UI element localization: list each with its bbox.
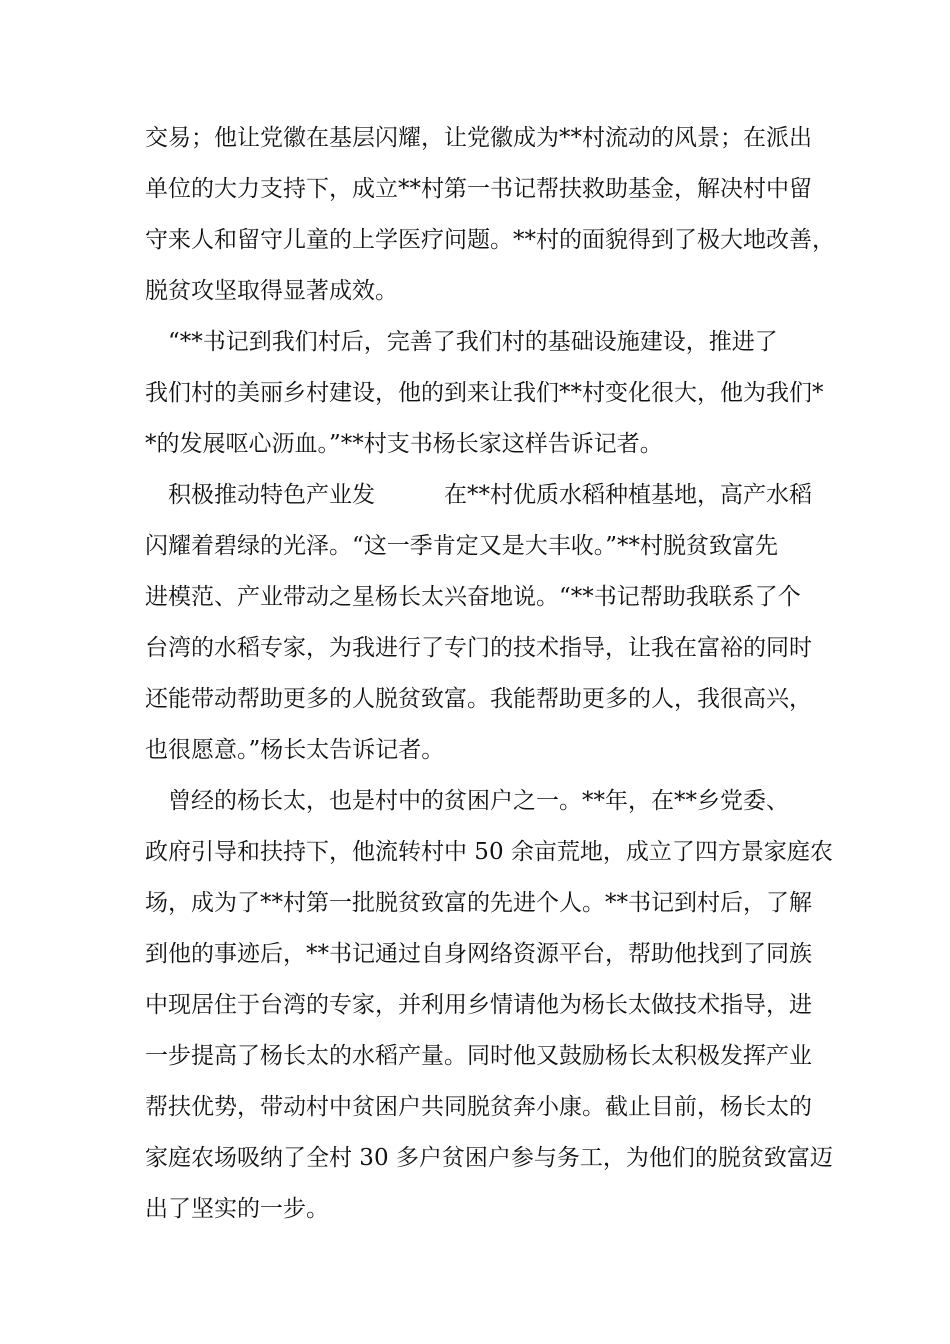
- text-line: 守来人和留守儿童的上学医疗问题。**村的面貌得到了极大地改善，: [145, 227, 835, 253]
- text-line: 台湾的水稻专家，为我进行了专门的技术指导，让我在富裕的同时: [145, 635, 812, 661]
- text-line: 中现居住于台湾的专家，并利用乡情请他为杨长太做技术指导，进: [145, 992, 812, 1018]
- text-line: 闪耀着碧绿的光泽。“这一季肯定又是大丰收。”**村脱贫致富先: [145, 533, 779, 559]
- text-line: 单位的大力支持下，成立**村第一书记帮扶救助基金，解决村中留: [145, 176, 812, 202]
- text-line: 曾经的杨长太，也是村中的贫困户之一。**年，在**乡党委、: [145, 788, 789, 814]
- text-line: 脱贫攻坚取得显著成效。: [145, 278, 398, 304]
- text-line: 一步提高了杨长太的水稻产量。同时他又鼓励杨长太积极发挥产业: [145, 1043, 812, 1069]
- text-line: “**书记到我们村后，完善了我们村的基础设施建设，推进了: [145, 329, 778, 355]
- text-line: 到他的事迹后，**书记通过自身网络资源平台，帮助他找到了同族: [145, 941, 812, 967]
- text-line: 帮扶优势，带动村中贫困户共同脱贫奔小康。截止目前，杨长太的: [145, 1094, 812, 1120]
- text-line: 场，成为了**村第一批脱贫致富的先进个人。**书记到村后，了解: [145, 890, 812, 916]
- text-line: 交易；他让党徽在基层闪耀，让党徽成为**村流动的风景；在派出: [145, 125, 812, 151]
- text-line: 家庭农场吸纳了全村 30 多户贫困户参与务工，为他们的脱贫致富迈: [145, 1145, 833, 1171]
- text-line: 出了坚实的一步。: [145, 1196, 329, 1222]
- text-line: 我们村的美丽乡村建设，他的到来让我们**村变化很大，他为我们*: [145, 380, 824, 406]
- text-line: 积极推动特色产业发 在**村优质水稻种植基地，高产水稻: [145, 482, 812, 508]
- text-line: 进模范、产业带动之星杨长太兴奋地说。“**书记帮助我联系了个: [145, 584, 801, 610]
- text-line: 也很愿意。”杨长太告诉记者。: [145, 737, 445, 763]
- text-line: 政府引导和扶持下，他流转村中 50 余亩荒地，成立了四方景家庭农: [145, 839, 833, 865]
- text-line: *的发展呕心沥血。”**村支书杨长家这样告诉记者。: [145, 431, 663, 457]
- text-line: 还能带动帮助更多的人脱贫致富。我能帮助更多的人，我很高兴，: [145, 686, 812, 712]
